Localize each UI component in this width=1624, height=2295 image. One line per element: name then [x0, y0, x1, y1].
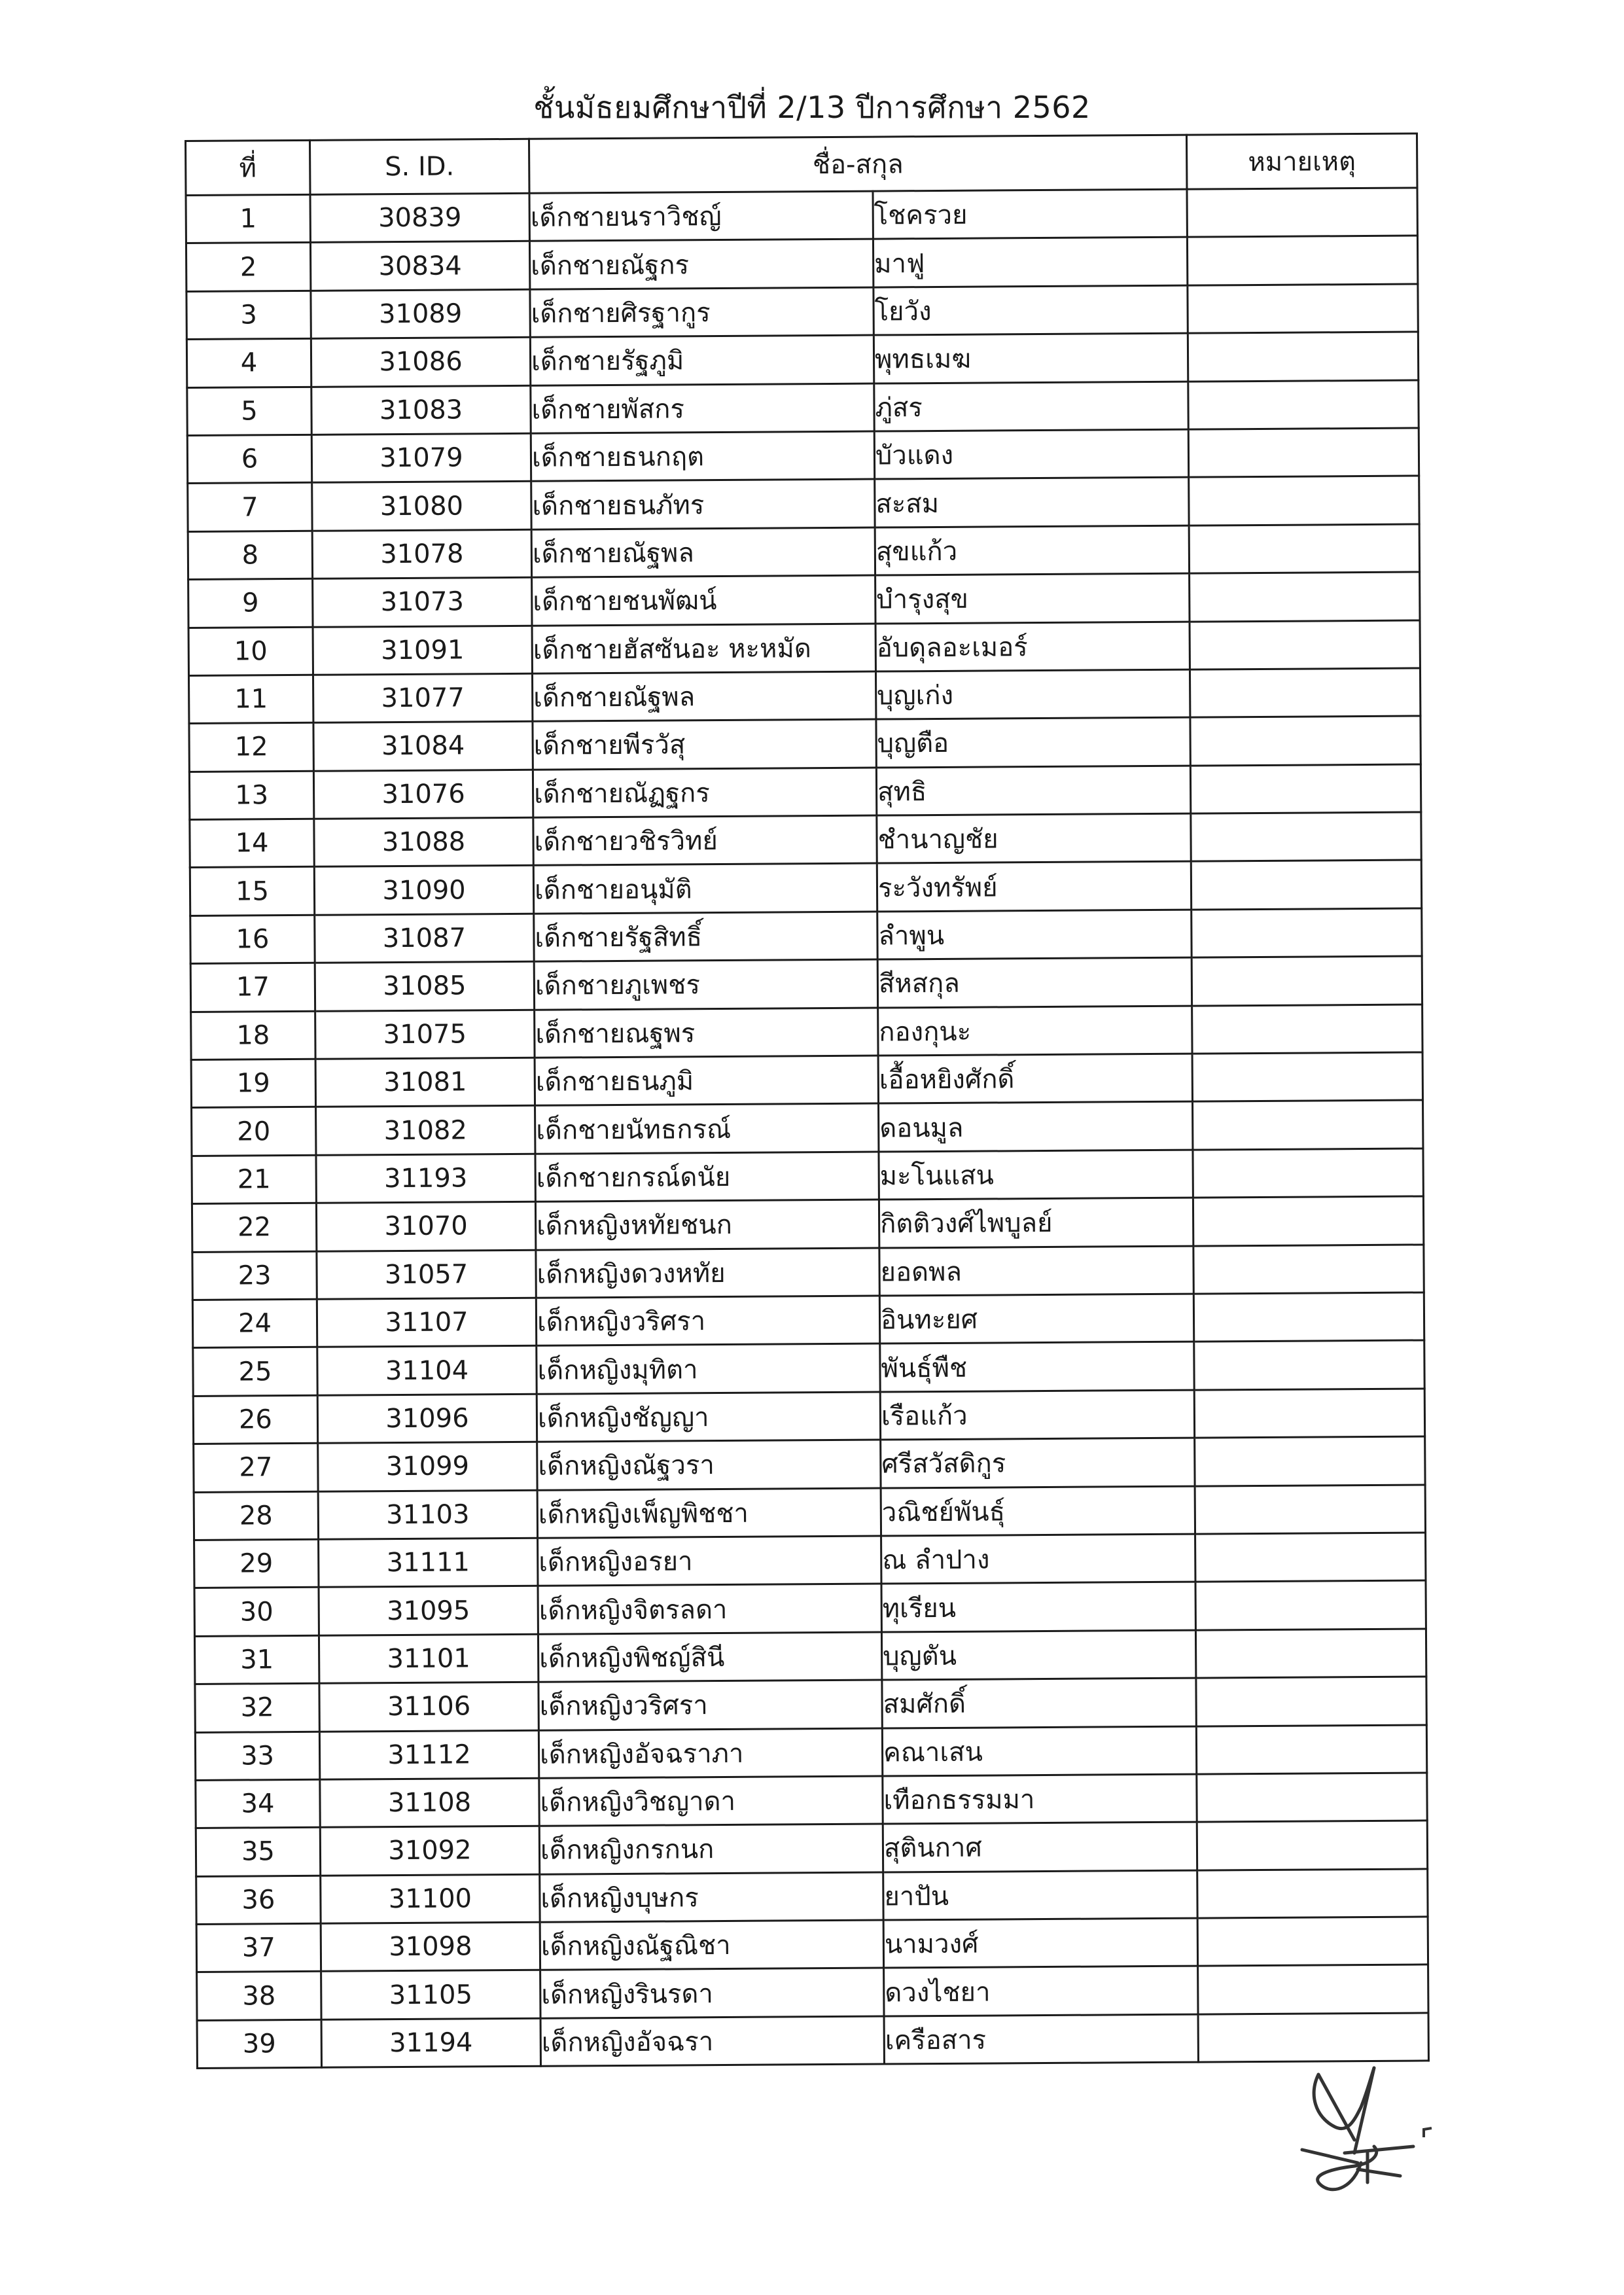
student-last-name: มะโนแสน — [879, 1150, 1193, 1200]
remark-cell — [1188, 284, 1418, 334]
remark-cell — [1190, 716, 1421, 766]
student-last-name: ลำพูน — [877, 910, 1192, 959]
student-id: 31108 — [320, 1778, 539, 1827]
remark-cell — [1196, 1677, 1426, 1726]
student-first-name: เด็กชายรัฐภูมิ — [530, 335, 874, 385]
table-row — [187, 428, 1419, 484]
student-last-name: พุทธเมฆ — [874, 333, 1188, 383]
remark-cell — [1193, 1245, 1424, 1294]
remark-cell — [1193, 1148, 1423, 1198]
remark-cell — [1191, 860, 1421, 910]
remark-cell — [1195, 1533, 1426, 1582]
table-row — [194, 1485, 1425, 1540]
student-id: 31086 — [311, 337, 530, 386]
table-row — [196, 1773, 1427, 1828]
row-number: 28 — [194, 1491, 318, 1540]
student-id: 31057 — [317, 1250, 536, 1299]
student-last-name: อับดุลอะเมอร์ — [875, 622, 1190, 671]
student-last-name: บุญเก่ง — [875, 669, 1190, 719]
student-id: 31193 — [316, 1154, 535, 1203]
row-number: 10 — [188, 627, 313, 676]
table-row — [186, 284, 1418, 340]
table-row — [188, 476, 1419, 531]
student-first-name: เด็กชายพัสกร — [531, 383, 874, 434]
remark-cell — [1190, 620, 1420, 669]
remark-cell — [1195, 1580, 1426, 1630]
student-first-name: เด็กหญิงมุทิตา — [537, 1343, 880, 1394]
remark-cell — [1190, 572, 1420, 622]
remark-cell — [1189, 476, 1419, 525]
table-body — [186, 188, 1428, 2069]
student-last-name: สุขแก้ว — [875, 525, 1189, 575]
student-id: 31090 — [314, 866, 533, 915]
student-last-name: ณ ลำปาง — [881, 1534, 1195, 1584]
student-id: 31077 — [313, 673, 532, 722]
row-number: 6 — [187, 435, 311, 484]
student-last-name: สีหสกุล — [877, 957, 1192, 1007]
student-last-name: บำรุงสุข — [875, 573, 1190, 623]
row-number: 16 — [190, 915, 315, 964]
student-id: 31112 — [319, 1730, 538, 1779]
row-number: 27 — [194, 1443, 318, 1492]
remark-cell — [1187, 188, 1417, 238]
student-first-name: เด็กหญิงหทัยชนก — [535, 1200, 879, 1250]
student-id: 31111 — [319, 1538, 538, 1587]
student-first-name: เด็กชายณฐพร — [535, 1008, 878, 1058]
student-last-name: โชครวย — [873, 189, 1187, 239]
student-last-name: เอื้อหยิงศักดิ์ — [878, 1054, 1192, 1103]
student-last-name: สะสม — [875, 477, 1189, 527]
table-row — [188, 524, 1419, 580]
remark-cell — [1197, 1869, 1428, 1919]
student-last-name: ศรีสวัสดิกูร — [881, 1438, 1195, 1487]
student-last-name: สมศักดิ์ — [882, 1678, 1196, 1728]
student-last-name: เทือกธรรมมา — [883, 1774, 1197, 1824]
student-first-name: เด็กชายณัฏฐกร — [533, 768, 876, 818]
student-last-name: เครือสาร — [884, 2014, 1198, 2064]
remark-cell — [1190, 764, 1421, 814]
row-number: 36 — [196, 1876, 321, 1925]
student-id: 31075 — [315, 1010, 535, 1059]
student-id: 31107 — [317, 1298, 536, 1347]
student-first-name: เด็กหญิงวิชญาดา — [539, 1776, 883, 1826]
student-id: 31089 — [311, 289, 530, 338]
student-first-name: เด็กหญิงรินรดา — [540, 1968, 884, 2018]
student-first-name: เด็กชายธนภัทร — [531, 479, 875, 529]
remark-cell — [1196, 1724, 1426, 1774]
row-number: 17 — [190, 963, 315, 1012]
remark-cell — [1192, 908, 1422, 958]
row-number: 1 — [186, 194, 310, 243]
student-last-name: มาฟู — [873, 238, 1187, 287]
remark-cell — [1195, 1485, 1425, 1535]
student-first-name: เด็กชายนัทธกรณ์ — [535, 1103, 879, 1154]
student-id: 31082 — [316, 1106, 535, 1155]
student-first-name: เด็กหญิงเพ็ญพิชชา — [537, 1488, 881, 1539]
student-first-name: เด็กชายรัฐสิทธิ์ — [534, 912, 877, 962]
student-id: 31105 — [321, 1970, 540, 2019]
table-row — [191, 1052, 1422, 1108]
remark-cell — [1189, 524, 1419, 574]
student-id: 31088 — [314, 817, 533, 866]
table-row — [190, 956, 1422, 1012]
row-number: 21 — [192, 1155, 316, 1204]
row-number: 9 — [188, 578, 313, 628]
table-row — [188, 572, 1420, 628]
remark-cell — [1190, 668, 1420, 718]
student-last-name: อินทะยศ — [879, 1294, 1193, 1343]
column-header-name: ชื่อ-สกุล — [529, 135, 1186, 193]
row-number: 3 — [186, 291, 311, 340]
table-row — [190, 812, 1421, 868]
student-last-name: กิตติวงศ์ไพบูลย์ — [879, 1198, 1193, 1247]
student-id: 31076 — [313, 770, 533, 819]
student-last-name: โยวัง — [874, 285, 1188, 335]
remark-cell — [1193, 1196, 1423, 1246]
table-row — [190, 908, 1422, 964]
student-id: 31101 — [319, 1634, 538, 1683]
student-id: 30834 — [310, 241, 529, 291]
table-row — [188, 668, 1420, 724]
remark-cell — [1187, 236, 1417, 285]
remark-cell — [1194, 1340, 1424, 1390]
student-first-name: เด็กหญิงวริศรา — [536, 1296, 879, 1346]
student-last-name: นามวงศ์ — [883, 1918, 1197, 1968]
student-id: 31079 — [311, 433, 531, 482]
remark-cell — [1192, 956, 1422, 1006]
remark-cell — [1192, 1005, 1422, 1054]
student-first-name: เด็กชายวชิรวิทย์ — [533, 815, 877, 866]
student-roster-table — [185, 132, 1430, 2069]
table-row — [194, 1580, 1426, 1636]
table-row — [197, 1965, 1428, 2020]
table-row — [196, 1917, 1428, 1972]
table-row — [195, 1677, 1426, 1732]
row-number: 19 — [191, 1059, 315, 1108]
table-row — [186, 188, 1417, 243]
student-id: 31073 — [313, 577, 532, 626]
table-row — [188, 620, 1420, 675]
student-first-name: เด็กชายณัฐกร — [529, 239, 873, 289]
student-first-name: เด็กหญิงพิชญ์สินี — [538, 1632, 881, 1682]
table-row — [192, 1245, 1424, 1300]
remark-cell — [1197, 1821, 1427, 1870]
remark-cell — [1193, 1292, 1424, 1342]
table-row — [194, 1533, 1426, 1588]
row-number: 12 — [189, 723, 313, 772]
row-number: 33 — [195, 1732, 319, 1781]
student-id: 31103 — [318, 1490, 537, 1539]
student-last-name: สุตินกาศ — [883, 1822, 1197, 1872]
table-row — [186, 236, 1417, 291]
remark-cell — [1195, 1436, 1425, 1486]
student-first-name: เด็กหญิงชัญญา — [537, 1392, 880, 1442]
student-last-name: ระวังทรัพย์ — [877, 862, 1191, 912]
student-last-name: บุญตัน — [881, 1630, 1195, 1680]
student-first-name: เด็กชายศิรฐากูร — [530, 287, 874, 338]
student-first-name: เด็กชายฮัสซันอะ หะหมัด — [532, 624, 875, 674]
row-number: 8 — [188, 531, 312, 580]
row-number: 14 — [190, 819, 314, 868]
row-number: 11 — [188, 675, 313, 724]
student-first-name: เด็กหญิงอัจฉราภา — [538, 1728, 882, 1779]
student-first-name: เด็กชายกรณ์ดนัย — [535, 1152, 879, 1202]
row-number: 25 — [193, 1347, 317, 1397]
student-first-name: เด็กชายธนภูมิ — [535, 1056, 878, 1106]
student-id: 31099 — [318, 1442, 537, 1491]
student-id: 31104 — [317, 1346, 537, 1395]
row-number: 7 — [188, 483, 312, 532]
remark-cell — [1197, 1773, 1427, 1823]
remark-cell — [1191, 812, 1421, 862]
row-number: 22 — [192, 1203, 316, 1253]
student-first-name: เด็กชายอนุมัติ — [533, 864, 877, 914]
student-first-name: เด็กชายพีรวัสุ — [533, 719, 876, 770]
remark-cell — [1192, 1052, 1422, 1102]
student-last-name: บุญตือ — [876, 717, 1190, 767]
row-number: 24 — [192, 1299, 317, 1348]
student-id: 31081 — [315, 1058, 535, 1107]
student-last-name: บัวแดง — [874, 429, 1188, 479]
student-id: 31087 — [315, 914, 534, 963]
table-row — [189, 716, 1421, 772]
remark-cell — [1195, 1629, 1426, 1679]
remark-cell — [1198, 1965, 1428, 2014]
remark-cell — [1193, 1100, 1423, 1150]
student-last-name: วณิชย์พันธุ์ — [881, 1486, 1195, 1536]
small-mark-icon — [1420, 2126, 1434, 2140]
table-row — [195, 1724, 1426, 1780]
student-first-name: เด็กหญิงอัจฉรา — [540, 2016, 884, 2067]
student-last-name: ดอนมูล — [879, 1102, 1193, 1152]
student-last-name: สุทธิ — [876, 766, 1190, 815]
row-number: 31 — [194, 1635, 319, 1684]
table-row — [187, 380, 1419, 436]
row-number: 18 — [191, 1011, 315, 1060]
remark-cell — [1188, 428, 1419, 478]
student-id: 31084 — [313, 722, 533, 771]
student-first-name: เด็กหญิงอรยา — [538, 1536, 881, 1586]
table-row — [192, 1148, 1423, 1204]
student-first-name: เด็กหญิงกรกนก — [539, 1824, 883, 1874]
student-first-name: เด็กหญิงณัฐวรา — [537, 1440, 881, 1490]
student-id: 31095 — [319, 1586, 538, 1635]
table-row — [196, 1821, 1427, 1876]
student-first-name: เด็กหญิงวริศรา — [538, 1680, 882, 1730]
student-first-name: เด็กชายนราวิชญ์ — [529, 191, 873, 241]
table-row — [196, 1869, 1428, 1925]
row-number: 29 — [194, 1539, 319, 1588]
row-number: 35 — [196, 1828, 320, 1877]
row-number: 15 — [190, 867, 314, 916]
student-id: 31106 — [319, 1682, 538, 1731]
student-first-name: เด็กชายชนพัฒน์ — [532, 575, 875, 626]
student-id: 31083 — [311, 385, 531, 435]
student-last-name: ชำนาญชัย — [877, 813, 1191, 863]
student-id: 30839 — [310, 193, 529, 242]
row-number: 5 — [187, 387, 311, 436]
student-id: 31078 — [312, 529, 531, 578]
page-title: ชั้นมัธยมศึกษาปีที่ 2/13 ปีการศึกษา 2562 — [533, 90, 1091, 125]
column-header-student-id: S. ID. — [310, 139, 530, 194]
table-row — [192, 1100, 1423, 1156]
row-number: 20 — [192, 1107, 316, 1156]
remark-cell — [1188, 380, 1419, 430]
table-row — [192, 1292, 1424, 1348]
row-number: 32 — [195, 1683, 319, 1732]
row-number: 26 — [193, 1395, 317, 1444]
student-last-name: ยาปัน — [883, 1870, 1197, 1920]
student-first-name: เด็กหญิงจิตรลดา — [538, 1584, 881, 1634]
column-header-no: ที่ — [186, 140, 311, 195]
table-row — [194, 1629, 1426, 1684]
student-last-name: ยอดพล — [879, 1246, 1193, 1296]
table-row — [186, 332, 1418, 387]
row-number: 4 — [186, 338, 311, 387]
student-last-name: เรือแก้ว — [880, 1390, 1194, 1440]
student-first-name: เด็กหญิงดวงหทัย — [536, 1248, 879, 1298]
student-first-name: เด็กชายภูเพชร — [534, 959, 877, 1010]
student-last-name: ทุเรียน — [881, 1582, 1195, 1631]
row-number: 30 — [194, 1588, 319, 1637]
student-first-name: เด็กหญิงบุษกร — [540, 1872, 883, 1923]
student-id: 31092 — [320, 1826, 539, 1876]
row-number: 38 — [197, 1972, 321, 2021]
student-id: 31098 — [321, 1922, 540, 1971]
student-first-name: เด็กชายณัฐพล — [531, 527, 875, 578]
table-row — [191, 1005, 1422, 1060]
student-first-name: เด็กหญิงณัฐณิชา — [540, 1920, 883, 1970]
table-row — [194, 1436, 1425, 1492]
row-number: 13 — [189, 771, 313, 820]
student-last-name: กองกุนะ — [878, 1006, 1192, 1056]
student-id: 31091 — [313, 626, 532, 675]
student-id: 31080 — [312, 482, 531, 531]
remark-cell — [1197, 1917, 1428, 1966]
column-header-remark: หมายเหตุ — [1186, 133, 1417, 189]
row-number: 34 — [196, 1779, 320, 1828]
row-number: 39 — [197, 2019, 321, 2069]
student-id: 31096 — [317, 1394, 537, 1443]
student-last-name: คณาเสน — [882, 1726, 1196, 1776]
row-number: 2 — [186, 243, 310, 292]
table-row — [190, 860, 1421, 916]
row-number: 23 — [192, 1251, 317, 1300]
remark-cell — [1188, 332, 1418, 382]
student-first-name: เด็กชายธนกฤต — [531, 431, 874, 482]
student-last-name: พันธุ์พืช — [880, 1342, 1194, 1391]
table-header-row — [186, 133, 1417, 195]
student-first-name: เด็กชายณัฐพล — [532, 671, 875, 722]
student-id: 31070 — [316, 1201, 535, 1251]
student-id: 31100 — [321, 1874, 540, 1923]
student-id: 31085 — [315, 962, 534, 1011]
table-row — [192, 1196, 1423, 1252]
row-number: 37 — [196, 1923, 321, 1972]
table-row — [193, 1389, 1424, 1444]
table-row — [197, 2013, 1428, 2069]
remark-cell — [1194, 1389, 1424, 1438]
student-last-name: ภู่สร — [874, 382, 1188, 431]
table-row — [189, 764, 1421, 820]
student-last-name: ดวงไชยา — [884, 1966, 1198, 2016]
student-id: 31194 — [321, 2018, 540, 2067]
table-row — [193, 1340, 1424, 1396]
